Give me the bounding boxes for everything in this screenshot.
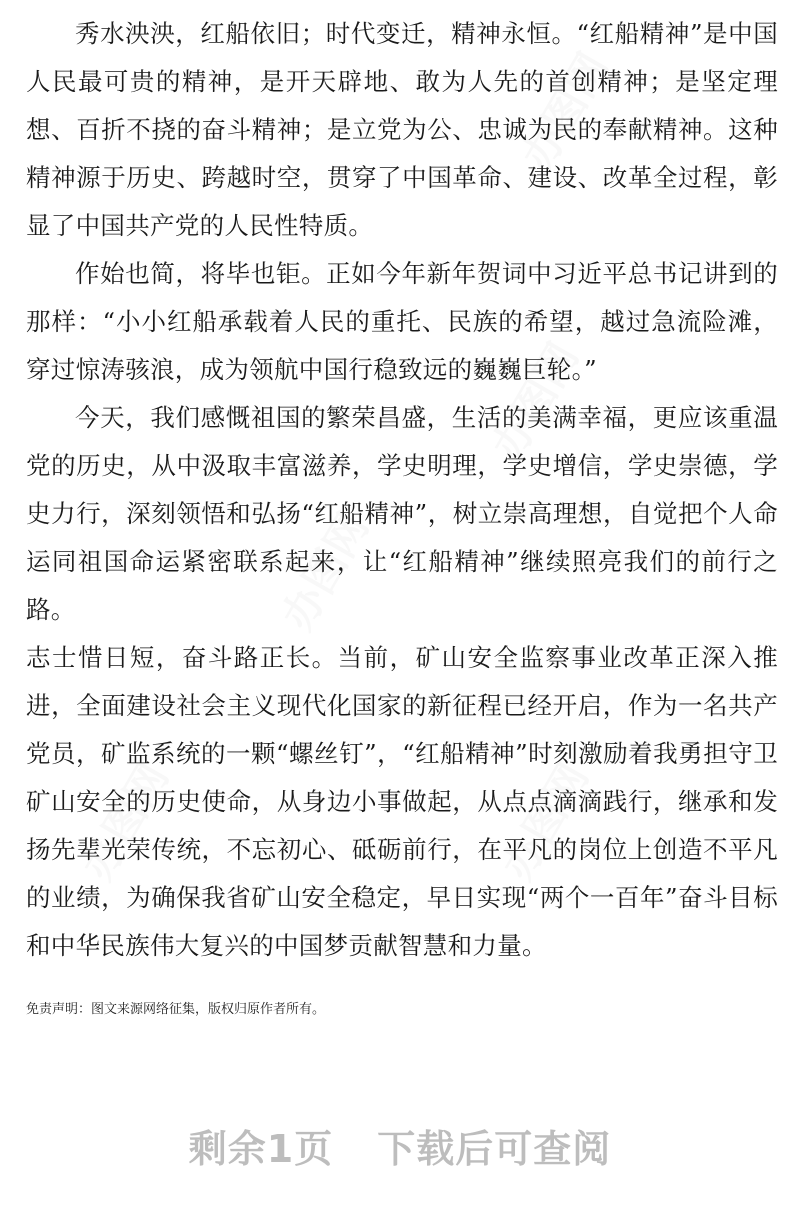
remaining-pages-label: 剩余1页 <box>188 1127 334 1171</box>
download-hint-label: 下载后可查阅 <box>377 1127 612 1171</box>
paragraph: 志士惜日短，奋斗路正长。当前，矿山安全监察事业改革正深入推进，全面建设社会主义现代化国家的新征程已经开启，作为一名共产党员，矿监系统的一颗“螺丝钉”，“红船精神”时刻激励着我勇担守卫矿山安全的历史使命，从身边小事做起，从点点滴滴践行，继承和发扬先辈光荣传统，不忘初心、砥砺前行，在平凡的岗位上创造不平凡的业绩，为确保我省矿山安全稳定，早日实现“两个一百年”奋斗目标和中华民族伟大复兴的中国梦贡献智慧和力量。 <box>26 643 778 960</box>
disclaimer: 免责声明：图文来源网络征集，版权归原作者所有。 <box>26 1002 326 1017</box>
remaining-pages-banner[interactable] <box>0 1118 800 1173</box>
watermark: 办图网 <box>272 504 378 639</box>
watermark: 办图网 <box>72 754 178 889</box>
watermark: 办图网 <box>482 334 588 469</box>
watermark: 办图网 <box>492 754 598 889</box>
watermark: 办图网 <box>512 44 618 179</box>
paragraph: 作始也简，将毕也钜。正如今年新年贺词中习近平总书记讲到的那样：“小小红船承载着人民的重托、民族的希望，越过急流险滩，穿过惊涛骇浪，成为领航中国行稳致远的巍巍巨轮。” <box>26 259 778 384</box>
paragraph: 今天，我们感慨祖国的繁荣昌盛，生活的美满幸福，更应该重温党的历史，从中汲取丰富滋养，学史明理，学史增信，学史崇德，学史力行，深刻领悟和弘扬“红船精神”，树立崇高理想，自觉把个人命运同祖国命运紧密联系起来，让“红船精神”继续照亮我们的前行之路。 <box>26 403 778 624</box>
paragraph: 秀水泱泱，红船依旧；时代变迁，精神永恒。“红船精神”是中国人民最可贵的精神，是开天辟地、敢为人先的首创精神；是坚定理想、百折不挠的奋斗精神；是立党为公、忠诚为民的奉献精神。这种精神源于历史、跨越时空，贯穿了中国革命、建设、改革全过程，彰显了中国共产党的人民性特质。 <box>26 19 778 240</box>
